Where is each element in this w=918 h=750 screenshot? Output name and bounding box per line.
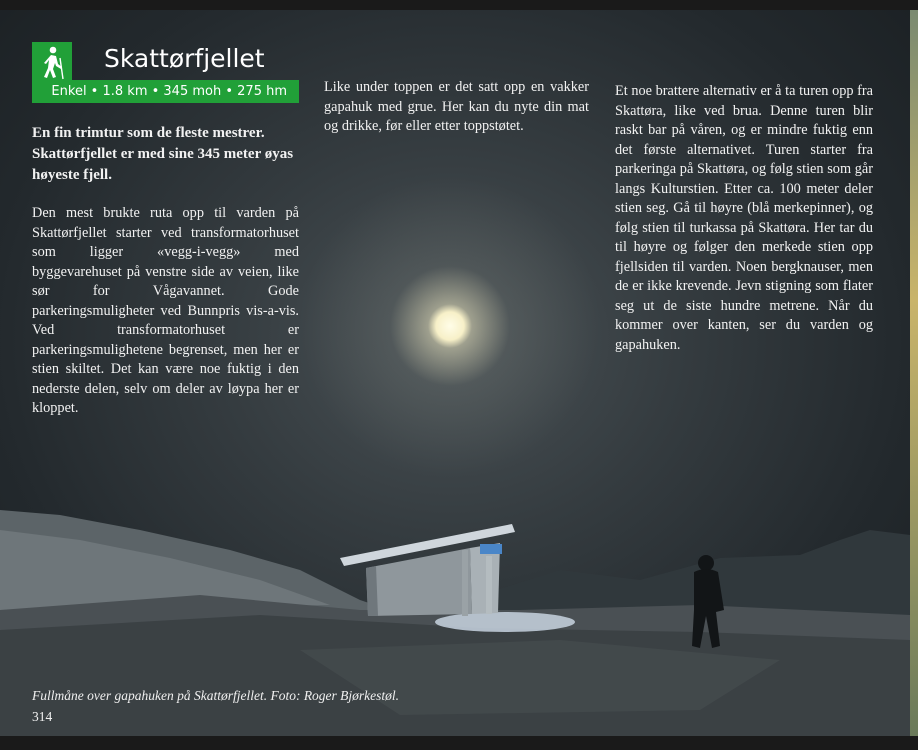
column-2	[324, 78, 589, 137]
lit-snow	[435, 612, 575, 632]
route-header	[32, 42, 299, 103]
page-number: 314	[32, 709, 53, 724]
column-3	[615, 82, 873, 355]
next-page-edge	[910, 10, 918, 736]
column-1	[32, 123, 299, 419]
photo-caption: Fullmåne over gapahuken på Skattørfjellet. Foto: Roger Bjørkestøl.	[32, 688, 400, 703]
book-page	[0, 10, 910, 736]
route-stats: Enkel • 1.8 km • 345 moh • 275 hm	[32, 80, 299, 103]
lead-paragraph: En fin trimtur som de fleste mestrer. Skattørfjellet er med sine 345 meter øyas høyeste fjell.	[32, 125, 294, 183]
body-paragraph-2: Like under toppen er det satt opp en vakker gapahuk med grue. Her kan du nyte din mat og drikke, før eller etter toppstøtet.	[324, 79, 589, 134]
body-paragraph-3: Et noe brattere alternativ er å ta turen opp fra Skattøra, like ved brua. Denne turen blir raskt bar på våren, og er mindre fuktig enn det første alternativet. Turen starter fra parkeringa på Skattøra, og følg stien som går langs Kulturstien. Etter ca. 100 meter deler stien seg. Gå til høyre (blå merkepinner), og følg stien til turkassa på Skattøra. Her tar du til høyre og følger den merkede stien opp fjellsiden til varden. Noen bergknauser, men de er ikke krevende. Jevn stigning som flater seg ut de siste hundre metrene. Når du kommer over kanten, ser du varden og gapahuken.	[615, 83, 873, 353]
hiker-icon	[32, 42, 72, 82]
body-paragraph-1: Den mest brukte ruta opp til varden på Skattørfjellet starter ved transformatorhuset som ligger «vegg-i-vegg» med byggevarehuset på venstre side av veien, like sør for Vågavannet. Gode parkeringsmuligheter ved Bunnpris vis-a-vis. Ved transformatorhuset er parkeringsmulighetene begrenset, men her er stien skiltet. Det kan være noe fuktig i den nederste delen, selv om deler av løypa her er kloppet.	[32, 205, 299, 416]
route-title: Skattørfjellet	[104, 44, 265, 73]
